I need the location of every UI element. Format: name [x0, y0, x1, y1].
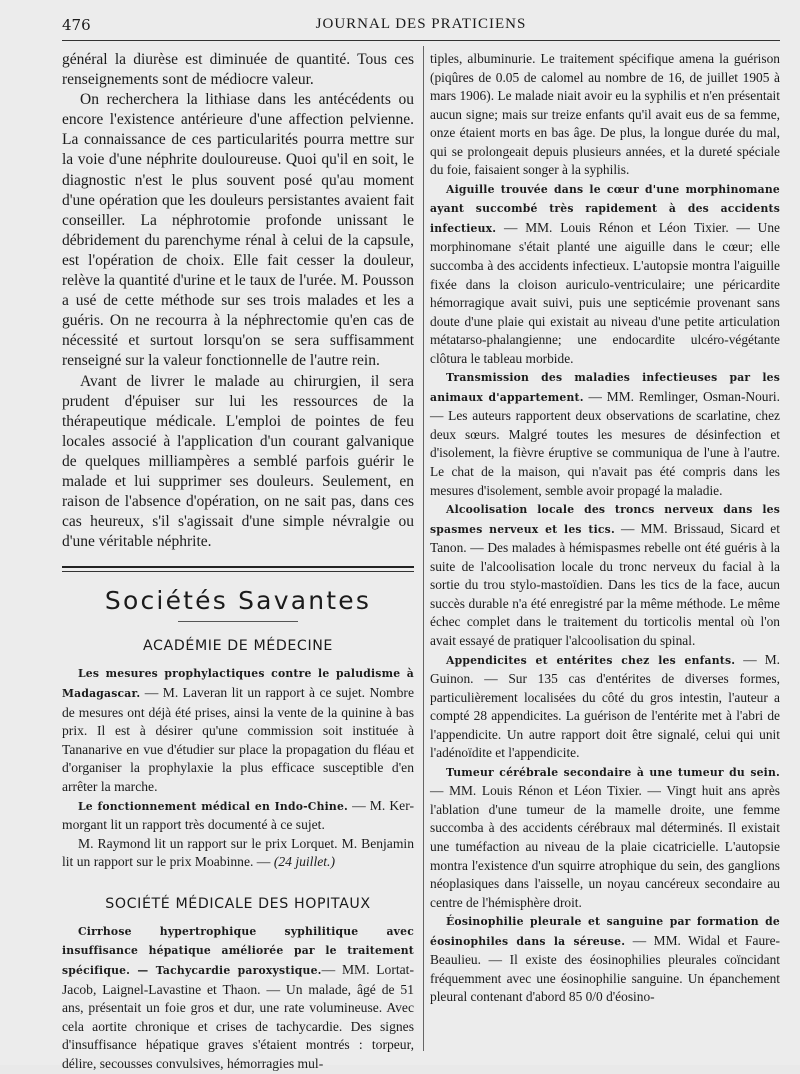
entry-title: Éosinophilie pleurale et sanguine par formation de éosinophiles dans la séreuse.: [430, 915, 780, 948]
entry-title: Transmission des maladies infectieuses par les animaux d'appartement.: [430, 371, 780, 404]
entry-title: Alcoolisation locale des troncs nerveux dans les spasmes nerveux et les tics.: [430, 503, 780, 536]
entry-date: (24 juillet.): [273, 854, 335, 870]
academie-entry: [62, 664, 414, 796]
smh-entry: [430, 368, 780, 500]
smh-entry: [430, 651, 780, 763]
entry-title: Les mesures prophylactiques contre le paludisme à Madagascar.: [62, 667, 414, 700]
entry-text: — MM. Remlinger, Osman-Nouri. — Les auteurs rapportent deux observations de scarlatine, chez deux sœurs. Malgré toutes les mesures de désinfection et d'isolement, la fièvre éruptive se communiqua de l'une à l'autre. Le chat de la maison, qui n'avait pas été compris dans les mesures d'isolement, semble avoir propagé la maladie.: [430, 388, 780, 498]
page-header: [62, 12, 780, 38]
paragraph: général la diurèse est diminuée de quantité. Tous ces renseignements sont de médiocre valeur.: [62, 51, 414, 89]
entry-title: Le fonctionnement médical en Indo-Chine.: [78, 799, 349, 813]
academie-heading: ACADÉMIE DE MÉDECINE: [142, 638, 333, 655]
societes-savantes-title: Sociétés Savantes: [104, 586, 372, 616]
paragraph: Avant de livrer le malade au chirurgien, il sera prudent d'épuiser sur lui les ressources de la thérapeutique médicale. L'emploi de pointes de feu locales associé à l'application d'un courant galvanique de quelques milliampères a semblé parfois guérir le malade et lui supprimer ses douleurs. Seulement, en raison de l'absence d'opération, on ne sait pas, dans ces cas heureux, s'il s'agissait d'une simple névralgie ou d'une véritable néphrite.: [62, 372, 414, 551]
academie-entry: [62, 797, 414, 835]
column-divider: [423, 46, 424, 1051]
entry-text: M. Raymond lit un rapport sur le prix Lorquet. M. Benjamin lit un rapport sur le prix Moabinne. —: [62, 835, 414, 870]
smh-entry: [430, 912, 780, 1007]
entry-text: — M. Ker-morgant lit un rapport très documenté à ce sujet.: [62, 797, 414, 833]
entry-text: — MM. Lortat-Jacob, Laignel-Lavastine et Thaon. — Un malade, âgé de 51 ans, présentait un foie gros et dur, une rate volumineuse. Avec cela aortite chronique et crises de tachycardie. Des signes d'insuffisance hépatique graves s'étaient montrés : torpeur, délire, secousses convulsives, hémorragies mul-: [62, 962, 414, 1072]
entry-title: Appendicites et entérites chez les enfants.: [446, 653, 736, 667]
entry-title: Tumeur cérébrale secondaire à une tumeur du sein.: [446, 765, 780, 779]
entry-text: — M. Guinon. — Sur 135 cas d'entérites de diverses formes, particulièrement localisées du côté du gros intestin, l'auteur a compté 28 appendicites. La guérison de l'entérite met à l'abri de l'appendicite. Un autre rapport doit être signalé, celui qui unit l'adénoïdite et l'appendicite.: [430, 651, 780, 761]
smh-entry: [430, 500, 780, 650]
entry-text: — MM. Widal et Faure-Beaulieu. — Il existe des éosinophilies pleurales coïncidant fréquemment avec une éosinophilie sanguine. Un épanchement pleural contenant d'abord 85 0/0 d'éosino-: [430, 932, 781, 1005]
right-column: [430, 50, 780, 1007]
entry-text: — M. Laveran lit un rapport à ce sujet. Nombre de mesures ont déjà été prises, ainsi la vente de la quinine à bas prix. Il est à désirer qu'une commission soit instituée à Tananarive en vue d'étudier sur place la propagation du fléau et d'organiser la prophylaxie la plus efficace susceptible d'en arrêter la marche.: [62, 684, 414, 794]
title-underline: [178, 621, 298, 622]
journal-title: JOURNAL DES PRATICIENS: [315, 16, 527, 32]
entry-text: — MM. Brissaud, Sicard et Tanon. — Des malades à hémispasmes rebelle ont été guéris à la suite de l'alcoolisation locale du tronc nerveux du facial à la sortie du trou stylo-mastoïdien. Dans les tics de la face, aucun succès durable n'a été enregistré par la même méthode. Le même échec complet dans le traitement du torticolis mental où l'on avait essayé de pratiquer l'alcoolisation du spinal.: [430, 520, 780, 648]
smh-entry: [62, 922, 414, 1074]
left-column: [62, 50, 414, 1074]
entry-title: Aiguille trouvée dans le cœur d'une morphinomane ayant succombé très rapidement à des accidents infectieux.: [430, 182, 780, 235]
paragraph: On recherchera la lithiase dans les antécédents ou encore l'existence antérieure d'une affection pelvienne. La connaissance de ces particularités pourra mettre sur la voie d'une néphrite douloureuse. Quoi qu'il en soit, le diagnostic n'est le plus souvent posé qu'au moment d'une opération que les douleurs persistantes avaient fait conseiller. La néphrotomie profonde unissant le débridement du parenchyme rénal à celui de la capsule, est l'opération de choix. Elle fait cesser la douleur, relève la quantité d'urine et le taux de l'urée. M. Pousson a usé de cette méthode sur ses trois malades et les a guéris. On ne recourra à la néphrectomie qu'en cas de nécessité et surtout lorsqu'on se sera suffisamment renseigné sur la valeur fonctionnelle de l'autre rein.: [62, 91, 414, 370]
entry-text: — MM. Louis Rénon et Léon Tixier. — Une morphinomane s'était planté une aiguille dans le cœur; elle succomba à des accidents infectieux. L'autopsie montra l'aiguille fixée dans la cloison auriculo-ventriculaire; une péricardite hémorragique avait suivi, puis une septicémie provenant sans doute d'une plaie qui existait au niveau d'une petite articulation métatarso-phalangienne; une endocardite ulcéro-végétante clôtura le tableau morbide.: [430, 219, 780, 366]
smh-entry: [430, 763, 780, 912]
smh-entry: [430, 180, 780, 368]
page-number: 476: [62, 16, 91, 34]
section-rule: [62, 566, 414, 572]
academie-entry: [62, 835, 414, 872]
smh-heading: SOCIÉTÉ MÉDICALE DES HOPITAUX: [105, 895, 371, 912]
continuation-text: tiples, albuminurie. Le traitement spécifique amena la guérison (piqûres de 0.05 de calomel au nombre de 16, de juillet 1905 à mars 1906). Le malade niait avoir eu la syphilis et n'en présentait aucun signe; mais sur treize enfants qu'il avait eus de sa femme, onze étaient morts en bas âge. De plus, la longue durée du mal, qui se prolongeait depuis plusieurs années, et la dureté spéciale du foie, faisaient songer à la syphilis.: [430, 51, 780, 178]
header-rule: [62, 40, 780, 41]
entry-text: — MM. Louis Rénon et Léon Tixier. — Vingt huit ans après l'ablation d'une tumeur de la mamelle droite, une femme succomba à des accidents cérébraux mal déterminés. Il existait une tuméfaction au niveau de la plaie cicatricielle. L'autopsie montra l'existence d'un squirre atrophique du sein, des ganglions néoplasiques dans l'aisselle, un noyau cancéreux secondaire au centre de l'hémisphère droit.: [430, 783, 780, 910]
entry-title: Cirrhose hypertrophique syphilitique avec insuffisance hépatique améliorée par le traitement spécifique. — Tachycardie paroxystique.: [62, 924, 414, 978]
